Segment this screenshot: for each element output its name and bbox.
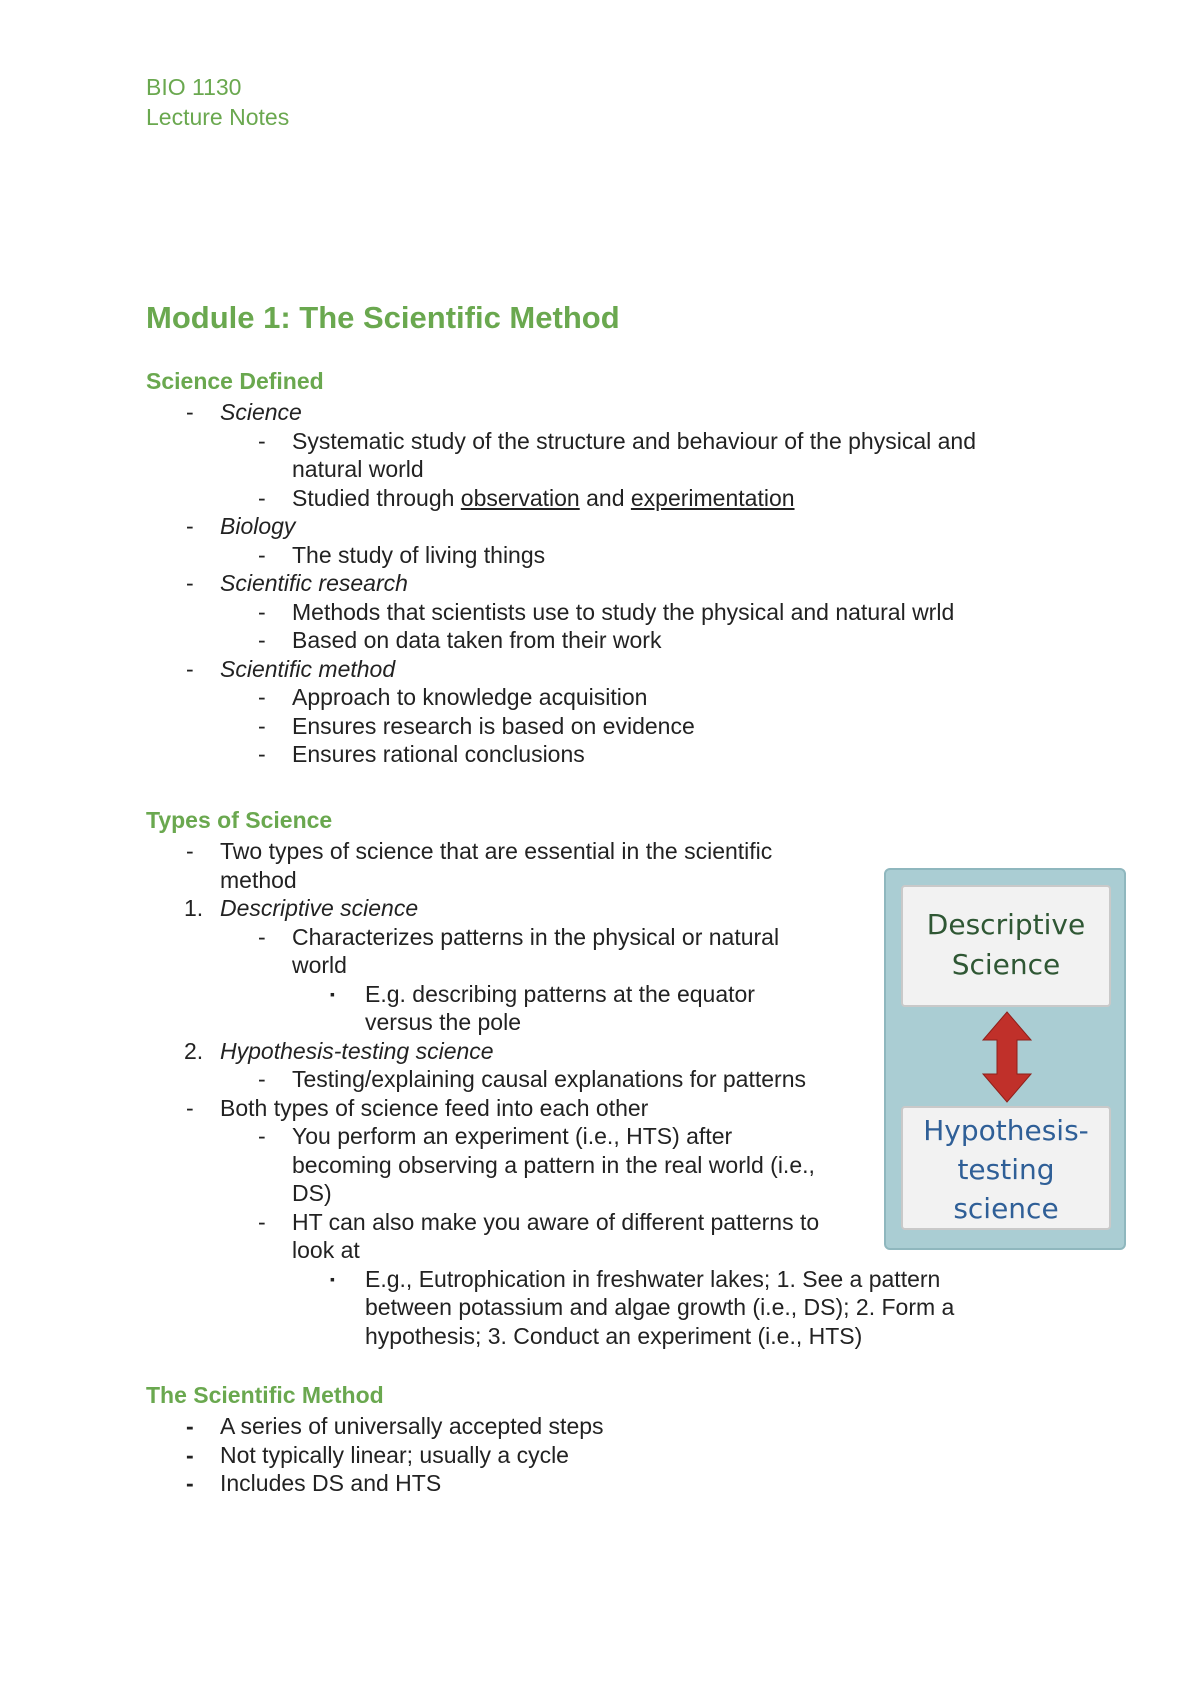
dash-marker: - <box>258 684 266 710</box>
underlined-term-observation: observation <box>460 484 580 511</box>
body-text: becoming observing a pattern in the real world (i.e., <box>292 1151 815 1178</box>
dash-marker: - <box>186 838 194 864</box>
intro-text: Two types of science that are essential in the scientific <box>220 838 773 864</box>
list-item <box>146 398 1026 427</box>
list-item-continuation <box>146 1322 1026 1351</box>
section-heading: Science Defined <box>146 368 324 394</box>
diagram-label: science <box>953 1192 1059 1225</box>
double-headed-arrow-icon <box>981 1010 1033 1104</box>
dash-marker: - <box>258 427 266 454</box>
course-code: BIO 1130 <box>146 74 242 100</box>
term-biology: Biology <box>220 513 296 539</box>
definition-text: Testing/explaining causal explanations for patterns <box>292 1066 806 1092</box>
term-science: Science <box>220 399 302 425</box>
section-heading: The Scientific Method <box>146 1382 384 1408</box>
term-hypothesis-testing-science: Hypothesis-testing science <box>220 1037 494 1064</box>
diagram-label: testing <box>957 1153 1055 1186</box>
section-heading: Types of Science <box>146 807 333 833</box>
list-item <box>146 1265 1026 1294</box>
example-text: hypothesis; 3. Conduct an experiment (i.e., HTS) <box>365 1322 863 1349</box>
dash-marker: - <box>186 1413 194 1439</box>
underlined-term-experimentation: experimentation <box>630 484 795 511</box>
body-text: A series of universally accepted steps <box>220 1413 604 1439</box>
dash-marker: - <box>258 598 266 625</box>
dash-marker: - <box>186 399 194 425</box>
dash-marker: - <box>186 1470 194 1496</box>
course-header <box>146 72 289 132</box>
body-text: Includes DS and HTS <box>220 1470 442 1496</box>
dash-marker: - <box>258 484 266 511</box>
body-text: Both types of science feed into each other <box>220 1094 649 1121</box>
module-title: Module 1: The Scientific Method <box>146 300 620 335</box>
list-item <box>146 512 1026 541</box>
square-bullet-icon: ▪ <box>330 985 335 1002</box>
definition-text: natural world <box>292 456 424 482</box>
list-item <box>146 1469 1026 1498</box>
list-item <box>146 569 1026 598</box>
diagram-label: Descriptive <box>926 908 1086 941</box>
descriptive-science-box <box>901 885 1111 1007</box>
list-item <box>146 1441 1026 1470</box>
dash-marker: - <box>258 1123 266 1149</box>
definition-text: Based on data taken from their work <box>292 627 662 653</box>
number-marker: 1. <box>184 895 204 921</box>
term-descriptive-science: Descriptive science <box>220 895 419 921</box>
definition-text: Approach to knowledge acquisition <box>292 684 648 710</box>
definition-text: Ensures research is based on evidence <box>292 712 695 739</box>
definition-text: world <box>292 952 347 978</box>
hypothesis-testing-science-box <box>901 1106 1111 1230</box>
dash-marker: - <box>258 1066 266 1092</box>
list-item-continuation <box>146 455 1026 484</box>
dash-marker: - <box>258 923 266 950</box>
section-the-scientific-method <box>146 1380 1026 1498</box>
dash-marker: - <box>186 655 194 682</box>
dash-marker: - <box>258 741 266 767</box>
list-item <box>146 712 1026 741</box>
term-scientific-method: Scientific method <box>220 655 396 682</box>
list-item <box>146 740 1026 769</box>
intro-text: method <box>220 866 297 893</box>
definition-text: Ensures rational conclusions <box>292 741 585 767</box>
dash-marker: - <box>186 1094 194 1121</box>
section-science-defined <box>146 366 1026 769</box>
dash-marker: - <box>258 627 266 653</box>
list-item <box>146 626 1026 655</box>
conjunction-text: and <box>586 484 625 511</box>
definition-text: Methods that scientists use to study the physical and natural wrld <box>292 598 955 625</box>
example-text: E.g., Eutrophication in freshwater lakes; 1. See a pattern <box>365 1265 941 1292</box>
example-text: versus the pole <box>365 1009 521 1035</box>
dash-marker: - <box>258 712 266 739</box>
dash-marker: - <box>186 513 194 539</box>
list-item <box>146 427 1026 456</box>
number-marker: 2. <box>184 1037 204 1064</box>
dash-marker: - <box>258 1208 266 1235</box>
list-item <box>146 837 1026 866</box>
example-text: E.g. describing patterns at the equator <box>365 980 755 1007</box>
diagram-label: Science <box>951 948 1061 981</box>
course-subtitle: Lecture Notes <box>146 104 290 130</box>
list-item <box>146 655 1026 684</box>
term-scientific-research: Scientific research <box>220 570 408 596</box>
dash-marker: - <box>186 1441 194 1468</box>
science-types-diagram <box>884 868 1126 1250</box>
body-text: DS) <box>292 1180 332 1206</box>
body-text: Not typically linear; usually a cycle <box>220 1441 569 1468</box>
body-text: look at <box>292 1237 360 1263</box>
list-item <box>146 598 1026 627</box>
definition-text: Characterizes patterns in the physical or natural <box>292 923 780 950</box>
definition-text: The study of living things <box>292 541 546 568</box>
list-item <box>146 1412 1026 1441</box>
body-text: You perform an experiment (i.e., HTS) after <box>292 1123 733 1149</box>
list-item-continuation <box>146 1293 1026 1322</box>
diagram-label: Hypothesis- <box>923 1114 1089 1147</box>
example-text: between potassium and algae growth (i.e., DS); 2. Form a <box>365 1294 955 1320</box>
list-item <box>146 484 1026 513</box>
definition-text: Studied through <box>292 484 455 511</box>
body-text: HT can also make you aware of different patterns to <box>292 1208 820 1235</box>
list-item <box>146 541 1026 570</box>
dash-marker: - <box>186 570 194 596</box>
dash-marker: - <box>258 541 266 568</box>
definition-text: Systematic study of the structure and behaviour of the physical and <box>292 427 976 454</box>
square-bullet-icon: ▪ <box>330 1270 335 1287</box>
list-item <box>146 683 1026 712</box>
